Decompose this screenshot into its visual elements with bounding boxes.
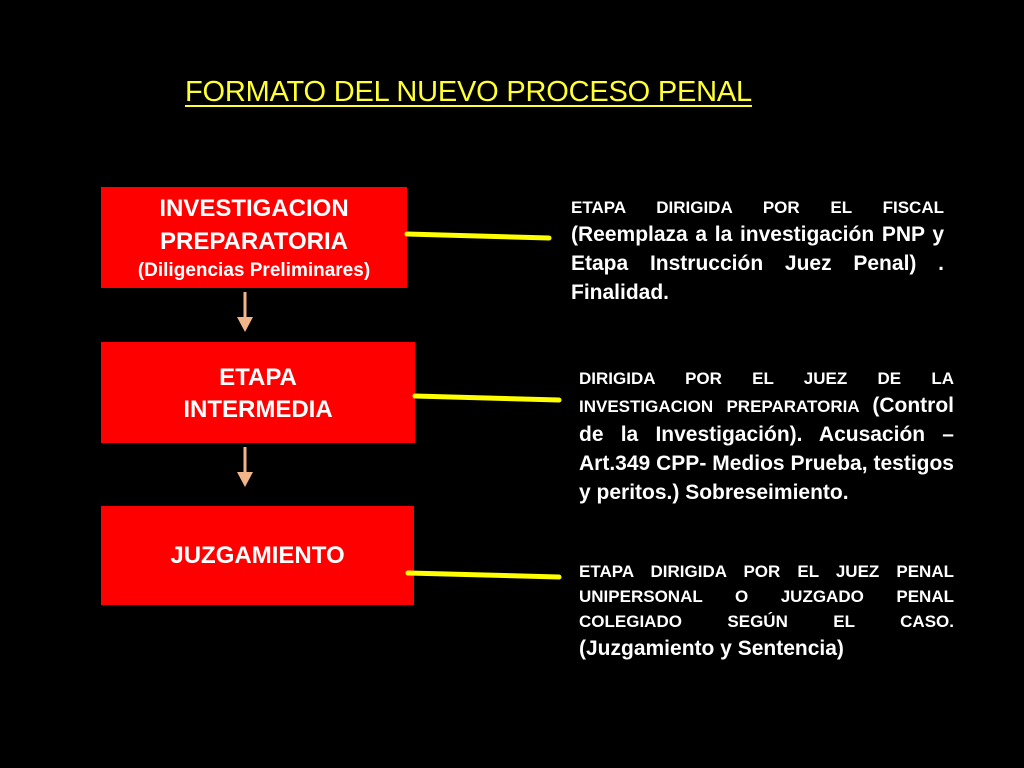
stage-label: JUZGAMIENTO — [170, 542, 345, 569]
stage-sublabel: (Diligencias Preliminares) — [137, 260, 371, 281]
description-lead: ETAPA DIRIGIDA POR EL JUEZ PENAL UNIPERSONAL O JUZGADO PENAL COLEGIADO SEGÚN EL CASO. — [579, 562, 954, 631]
stage-label: PREPARATORIA — [159, 228, 348, 255]
stage-label: ETAPA — [219, 364, 297, 391]
stage-label: INVESTIGACION — [159, 195, 349, 222]
connector-line-intermedia — [415, 396, 559, 400]
connector-line-juzgamiento — [408, 573, 559, 577]
slide-title: FORMATO DEL NUEVO PROCESO PENAL — [185, 76, 752, 108]
description-lead: ETAPA DIRIGIDA POR EL FISCAL — [571, 198, 944, 217]
description-detail: (Reemplaza a la investigación PNP y Etapa Instrucción Juez Penal) . Finalidad. — [571, 223, 944, 304]
connector-line-investigacion — [407, 234, 549, 238]
description-lead: DIRIGIDA POR EL JUEZ DE LA INVESTIGACION PREPARATORIA — [579, 369, 954, 416]
stage-label: INTERMEDIA — [183, 396, 333, 423]
description-detail: (Control de la Investigación). Acusación – Art.349 CPP- Medios Prueba, testigos y peritos.) Sobreseimiento. — [579, 394, 954, 504]
down-arrow-icon — [237, 292, 253, 332]
down-arrow-icon — [237, 447, 253, 487]
description-detail: (Juzgamiento y Sentencia) — [579, 637, 844, 660]
